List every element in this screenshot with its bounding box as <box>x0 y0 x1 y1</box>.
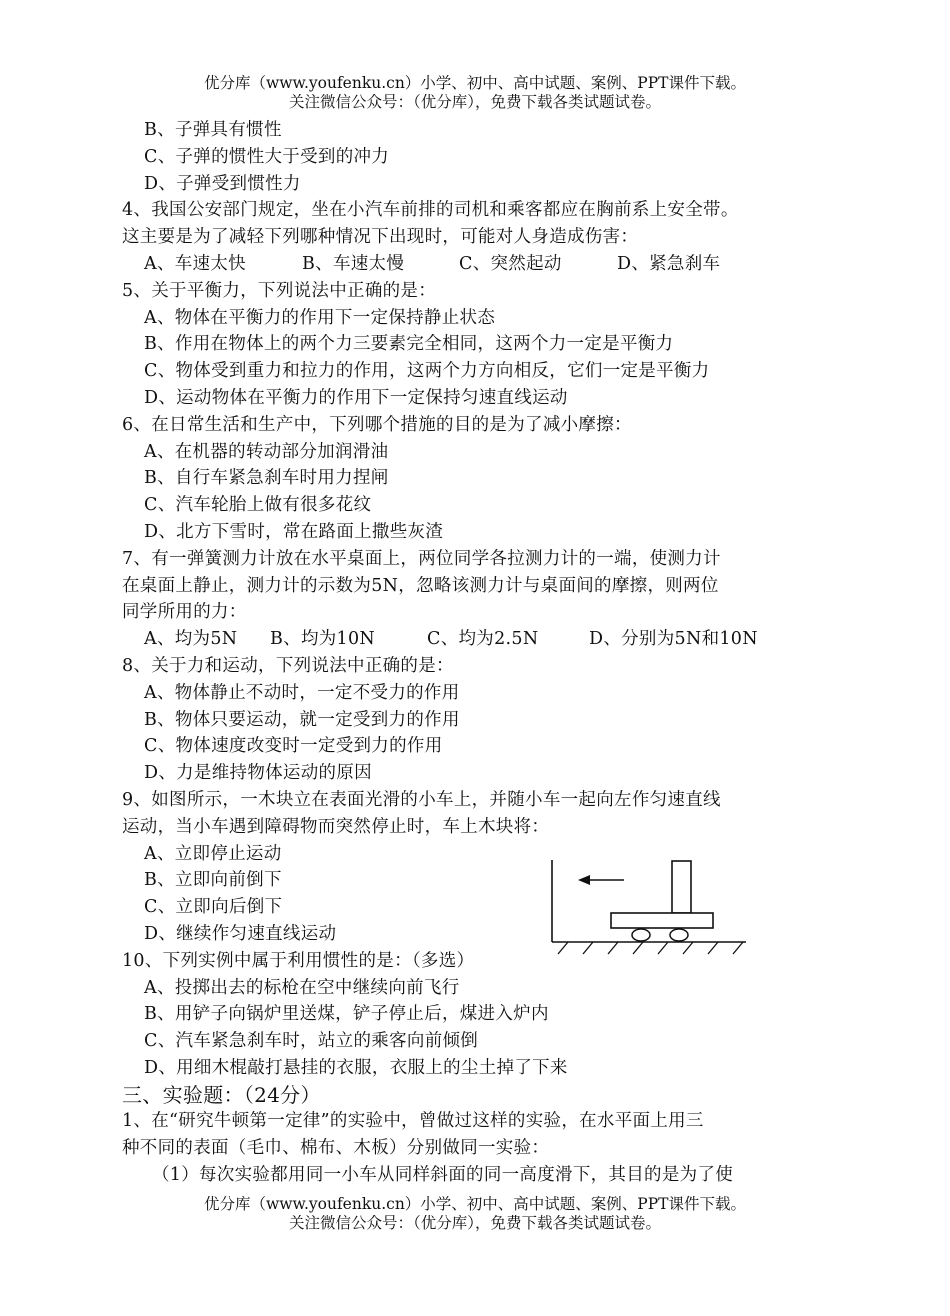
q4-options <box>122 251 842 278</box>
wood-block <box>672 861 691 913</box>
page-header <box>0 74 950 112</box>
cart-block-figure <box>548 858 748 958</box>
q4-option-b: B、车速太慢 <box>302 253 405 274</box>
exp1-sub-1: （1）每次实验都用同一小车从同样斜面的同一高度滑下，其目的是为了使 <box>152 1165 734 1186</box>
q3-option-c: C、子弹的惯性大于受到的冲力 <box>144 146 390 167</box>
q5-stem: 5、关于平衡力，下列说法中正确的是： <box>122 280 437 301</box>
q7-stem-1: 7、有一弹簧测力计放在水平桌面上，两位同学各拉测力计的一端，使测力计 <box>122 548 721 569</box>
header-line-2: 关注微信公众号：（优分库），免费下载各类试题试卷。 <box>288 93 661 111</box>
question-content <box>122 117 842 1189</box>
q7-option-a: A、均为5N <box>144 629 238 650</box>
q10-option-a: A、投掷出去的标枪在空中继续向前飞行 <box>144 977 460 998</box>
cart-body <box>611 913 713 928</box>
q4-option-c: C、突然起动 <box>459 253 562 274</box>
q6-option-d: D、北方下雪时，常在路面上撒些灰渣 <box>144 521 444 542</box>
q8-option-a: A、物体静止不动时，一定不受力的作用 <box>144 682 460 703</box>
q5-option-c: C、物体受到重力和拉力的作用，这两个力方向相反，它们一定是平衡力 <box>144 361 710 382</box>
header-line-1: 优分库（www.youfenku.cn）小学、初中、高中试题、案例、PPT课件下载。 <box>203 74 747 92</box>
q4-option-d: D、紧急刹车 <box>617 253 721 274</box>
ground-hatching <box>558 942 743 954</box>
q5-option-a: A、物体在平衡力的作用下一定保持静止状态 <box>144 307 496 328</box>
q10-option-b: B、用铲子向锅炉里送煤，铲子停止后，煤进入炉内 <box>144 1004 549 1025</box>
q6-option-a: A、在机器的转动部分加润滑油 <box>144 441 389 462</box>
q6-option-b: B、自行车紧急刹车时用力捏闸 <box>144 468 389 489</box>
footer-line-1: 优分库（www.youfenku.cn）小学、初中、高中试题、案例、PPT课件下载。 <box>203 1195 747 1213</box>
q9-option-d: D、继续作匀速直线运动 <box>144 923 337 944</box>
q7-options <box>122 626 842 653</box>
q4-stem-2: 这主要是为了减轻下列哪种情况下出现时，可能对人身造成伤害： <box>122 227 639 248</box>
q8-option-d: D、力是维持物体运动的原因 <box>144 763 372 784</box>
q3-option-d: D、子弹受到惯性力 <box>144 173 301 194</box>
q8-stem: 8、关于力和运动，下列说法中正确的是： <box>122 655 454 676</box>
section-3-title: 三、实验题：（24分） <box>122 1082 321 1107</box>
q4-stem-1: 4、我国公安部门规定，坐在小汽车前排的司机和乘客都应在胸前系上安全带。 <box>122 200 739 221</box>
q4-option-a: A、车速太快 <box>144 253 246 274</box>
q9-option-a: A、立即停止运动 <box>144 843 282 864</box>
left-arrow-icon <box>578 875 624 885</box>
page-footer <box>0 1195 950 1233</box>
q5-option-d: D、运动物体在平衡力的作用下一定保持匀速直线运动 <box>144 387 568 408</box>
q9-option-b: B、立即向前倒下 <box>144 870 282 891</box>
exp1-stem-1: 1、在“研究牛顿第一定律”的实验中，曾做过这样的实验，在水平面上用三 <box>122 1111 704 1132</box>
exp1-stem-2: 种不同的表面（毛巾、棉布、木板）分别做同一实验： <box>122 1138 550 1159</box>
q6-option-c: C、汽车轮胎上做有很多花纹 <box>144 495 372 516</box>
cart-wheel-right <box>670 929 688 941</box>
q7-option-b: B、均为10N <box>270 629 376 650</box>
cart-wheel-left <box>632 929 650 941</box>
q3-option-b: B、子弹具有惯性 <box>144 120 282 140</box>
q8-option-b: B、物体只要运动，就一定受到力的作用 <box>144 709 460 730</box>
q6-stem: 6、在日常生活和生产中，下列哪个措施的目的是为了减小摩擦： <box>122 414 632 435</box>
q7-option-d: D、分别为5N和10N <box>589 629 758 650</box>
q10-stem: 10、下列实例中属于利用惯性的是：（多选） <box>122 950 475 971</box>
q7-option-c: C、均为2.5N <box>427 629 539 650</box>
q7-stem-3: 同学所用的力： <box>122 602 247 623</box>
q10-option-d: D、用细木棍敲打悬挂的衣服，衣服上的尘土掉了下来 <box>144 1057 568 1078</box>
q9-stem-1: 9、如图所示，一木块立在表面光滑的小车上，并随小车一起向左作匀速直线 <box>122 789 721 810</box>
q8-option-c: C、物体速度改变时一定受到力的作用 <box>144 736 443 757</box>
q9-option-c: C、立即向后倒下 <box>144 897 283 918</box>
footer-line-2: 关注微信公众号：（优分库），免费下载各类试题试卷。 <box>288 1214 661 1232</box>
q5-option-b: B、作用在物体上的两个力三要素完全相同，这两个力一定是平衡力 <box>144 334 674 355</box>
q7-stem-2: 在桌面上静止，测力计的示数为5N，忽略该测力计与桌面间的摩擦，则两位 <box>122 575 719 596</box>
q10-option-c: C、汽车紧急刹车时，站立的乘客向前倾倒 <box>144 1031 479 1052</box>
q9-stem-2: 运动，当小车遇到障碍物而突然停止时，车上木块将： <box>122 816 550 837</box>
